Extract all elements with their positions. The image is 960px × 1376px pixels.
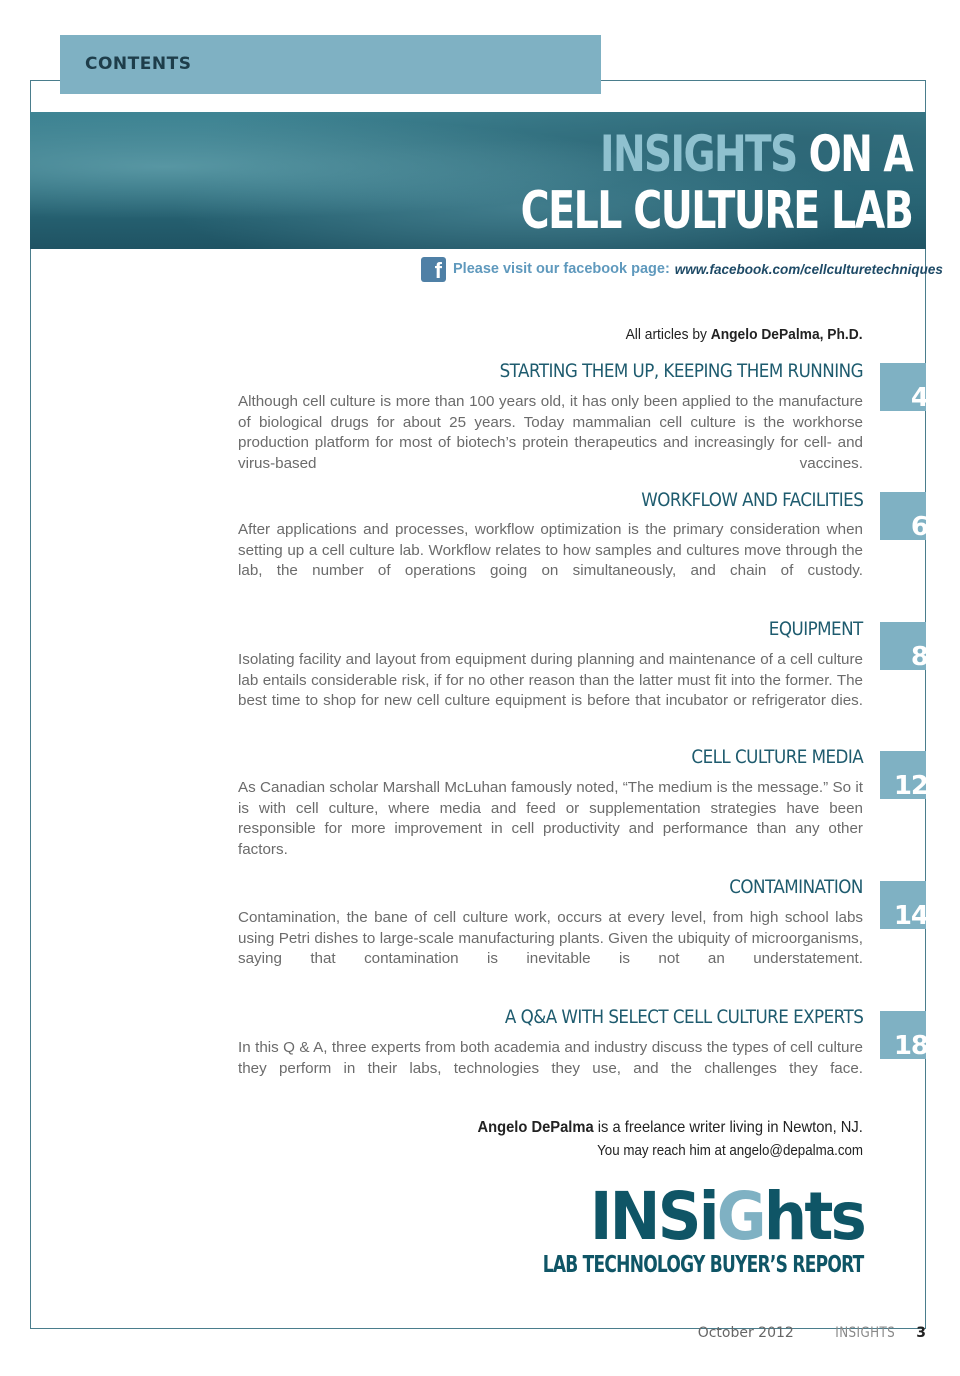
- logo-part3: hts: [763, 1178, 864, 1255]
- section-body: Isolating facility and layout from equipment during planning and maintenance of a cell culture lab entails considerable risk, if for no other reason than the latter must fit into the former. The best time to shop for new cell culture equipment is before that incubator or refrigerator dies.: [238, 651, 863, 709]
- page-number-tab[interactable]: [880, 622, 926, 670]
- banner-title-word1: INSIGHTS: [600, 125, 797, 183]
- page-number: 14: [893, 901, 928, 931]
- banner-title-line1: [600, 126, 912, 182]
- author-name: Angelo DePalma: [477, 1119, 594, 1136]
- facebook-url-link[interactable]: www.facebook.com/cellculturetechniques: [674, 261, 943, 277]
- page-number-tab[interactable]: [880, 363, 926, 411]
- section-body: As Canadian scholar Marshall McLuhan famously noted, “The medium is the message.” So it is with cell culture, where media and feed or supplementation strategies have been responsible for more improvement in cell productivity and performance than any other factors.: [238, 779, 863, 858]
- insights-logo: [589, 1178, 864, 1255]
- tab-frame-join: [60, 78, 601, 82]
- page-number: 6: [910, 512, 928, 542]
- author-contact: You may reach him at angelo@depalma.com: [597, 1143, 863, 1159]
- page-number-tab[interactable]: [880, 1011, 926, 1059]
- page-number: 12: [893, 771, 928, 801]
- page-number-tab[interactable]: [880, 881, 926, 929]
- author-description: is a freelance writer living in Newton, NJ.: [597, 1119, 863, 1136]
- section-body: Contamination, the bane of cell culture work, occurs at every level, from high school labs using Petri dishes to large-scale manufacturing plants. Given the ubiquity of microorganisms, saying that contamination is inevitable is not an understatement.: [238, 909, 863, 967]
- section-title[interactable]: STARTING THEM UP, KEEPING THEM RUNNING: [499, 360, 863, 382]
- author-note: [478, 1119, 863, 1137]
- page-number: 18: [893, 1031, 928, 1061]
- section-title[interactable]: CONTAMINATION: [729, 876, 863, 898]
- section-title[interactable]: CELL CULTURE MEDIA: [691, 746, 863, 768]
- section-title[interactable]: WORKFLOW AND FACILITIES: [640, 489, 863, 511]
- page-number-tab[interactable]: [880, 492, 926, 540]
- title-banner: [30, 112, 926, 249]
- page-number-tab[interactable]: [880, 751, 926, 799]
- banner-title-line2: CELL CULTURE LAB: [520, 181, 912, 241]
- logo-part2: G: [716, 1178, 764, 1255]
- facebook-icon[interactable]: f: [421, 257, 446, 282]
- facebook-promo[interactable]: [421, 256, 943, 282]
- byline-prefix: All articles by: [626, 326, 708, 343]
- section-body: Although cell culture is more than 100 years old, it has only been applied to the manufacture of biological drugs for about 25 years. Today mammalian cell culture is the workhorse production platform for most of biotech’s protein therapeutics and increasingly for cell- and virus-based vaccines.: [238, 393, 863, 472]
- logo-subtitle: LAB TECHNOLOGY BUYER’S REPORT: [543, 1252, 864, 1278]
- page-number: 4: [910, 383, 928, 413]
- footer-page-number: 3: [916, 1325, 926, 1341]
- section-body: After applications and processes, workflow optimization is the primary consideration when setting up a cell culture lab. Workflow relates to how samples and cultures move through the lab, the number of operations going on simultaneously, and chain of custody.: [238, 521, 863, 579]
- section-title[interactable]: A Q&A WITH SELECT CELL CULTURE EXPERTS: [504, 1006, 863, 1028]
- facebook-text: Please visit our facebook page:: [453, 261, 670, 277]
- footer-date: October 2012: [697, 1325, 794, 1341]
- logo-part1: INSi: [589, 1178, 717, 1255]
- section-title[interactable]: EQUIPMENT: [769, 618, 863, 640]
- banner-title-word2: ON A: [808, 125, 912, 183]
- byline-author: Angelo DePalma, Ph.D.: [711, 326, 863, 343]
- page-number: 8: [910, 642, 928, 672]
- byline: [626, 326, 863, 343]
- page-footer: [698, 1325, 926, 1341]
- contents-label: CONTENTS: [85, 54, 192, 74]
- section-body: In this Q & A, three experts from both academia and industry discuss the types of cell culture they perform in their labs, technologies they use, and the challenges they face.: [238, 1039, 863, 1077]
- footer-magazine: INSIGHTS: [835, 1325, 895, 1341]
